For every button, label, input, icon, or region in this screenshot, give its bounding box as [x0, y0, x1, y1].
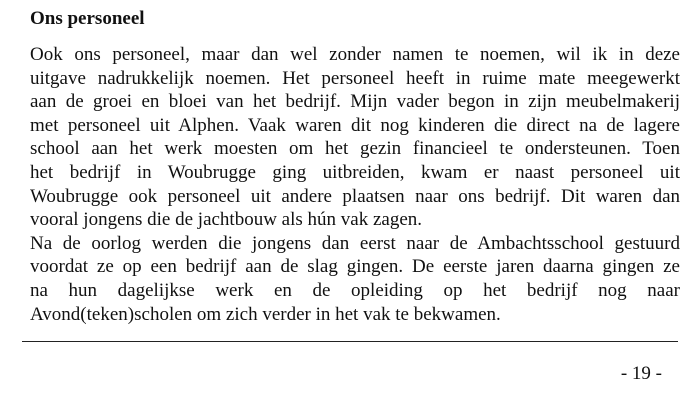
text-line: Na de oorlog werden die jongens dan eerst naar de Ambachtsschool gestuurd — [30, 232, 680, 254]
body-paragraph — [30, 43, 680, 326]
text-line: vooral jongens die de jachtbouw als hún vak zagen. — [30, 209, 423, 231]
text-line: het bedrijf in Woubrugge ging uitbreiden, kwam er naast personeel uit — [30, 161, 680, 183]
page-number: - 19 - — [620, 363, 662, 384]
text-line: school aan het werk moesten om het gezin financieel te ondersteunen. Toen — [30, 138, 680, 160]
text-line: Ook ons personeel, maar dan wel zonder namen te noemen, wil ik in deze — [30, 44, 680, 65]
text-line: met personeel uit Alphen. Vaak waren dit nog kinderen die direct na de lagere — [30, 114, 680, 136]
text-line: voordat ze op een bedrijf aan de slag gingen. De eerste jaren daarna gingen ze — [30, 256, 680, 278]
text-line: na hun dagelijkse werk en de opleiding op het bedrijf nog naar — [30, 279, 680, 301]
text-line: Avond(teken)scholen om zich verder in het vak te bekwamen. — [30, 303, 501, 325]
text-line: aan de groei en bloei van het bedrijf. Mijn vader begon in zijn meubelmakerij — [30, 91, 680, 113]
section-heading: Ons personeel — [30, 8, 145, 29]
text-line: uitgave nadrukkelijk noemen. Het personeel heeft in ruime mate meegewerkt — [30, 67, 680, 89]
footer-divider — [22, 341, 678, 342]
text-line: Woubrugge ook personeel uit andere plaatsen naar ons bedrijf. Dit waren dan — [30, 185, 680, 207]
